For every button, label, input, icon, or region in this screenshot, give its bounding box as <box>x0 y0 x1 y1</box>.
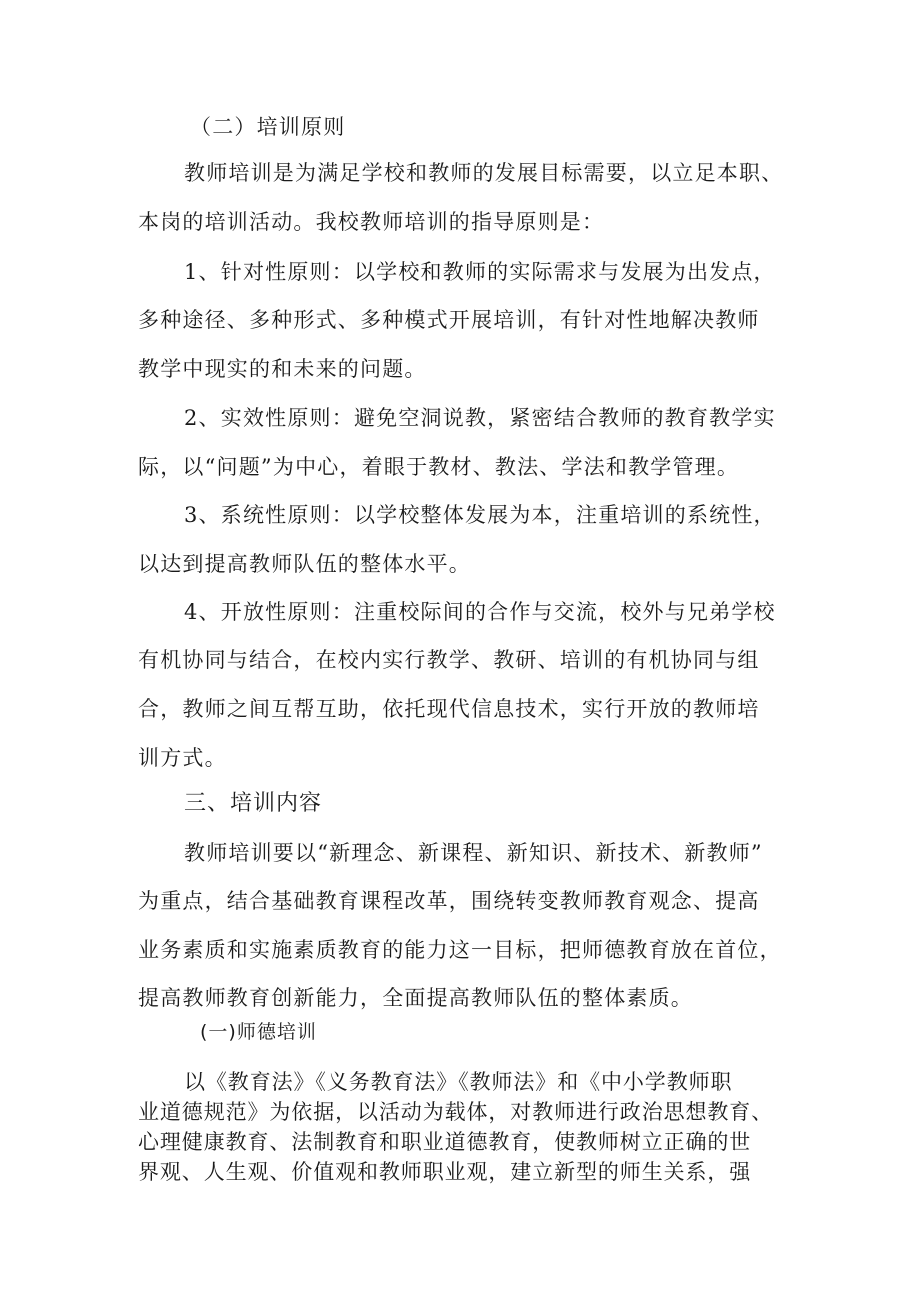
content-line-2: 为重点，结合基础教育课程改革，围绕转变教师教育观念、提高 <box>138 889 760 913</box>
principle-2-line-2: 际，以“问题”为中心，着眼于教材、教法、学法和教学管理。 <box>138 455 740 479</box>
ethics-line-1: 以《教育法》《义务教育法》《教师法》和《中小学教师职 <box>184 1070 733 1094</box>
section-3-heading: 三、培训内容 <box>184 791 323 816</box>
principle-1-line-1: 1、针对性原则：以学校和教师的实际需求与发展为出发点， <box>184 260 776 284</box>
content-line-1: 教师培训要以“新理念、新课程、新知识、新技术、新教师” <box>184 841 763 865</box>
principle-4-line-4: 训方式。 <box>138 746 227 770</box>
content-line-4: 提高教师教育创新能力，全面提高教师队伍的整体素质。 <box>138 986 693 1010</box>
principle-3-line-2: 以达到提高教师队伍的整体水平。 <box>138 552 471 576</box>
principle-1-line-3: 教学中现实的和未来的问题。 <box>138 357 427 381</box>
principle-4-line-2: 有机协同与结合，在校内实行教学、教研、培训的有机协同与组 <box>138 648 760 672</box>
ethics-line-3: 心理健康教育、法制教育和职业道德教育，使教师树立正确的世 <box>138 1130 752 1154</box>
ethics-line-2: 业道德规范》为依据，以活动为载体，对教师进行政治思想教育、 <box>138 1100 774 1124</box>
principle-3-line-1: 3、系统性原则：以学校整体发展为本，注重培训的系统性， <box>184 503 776 527</box>
ethics-line-4: 界观、人生观、价值观和教师职业观，建立新型的师生关系，强 <box>138 1160 752 1184</box>
principle-2-line-1: 2、实效性原则：避免空洞说教，紧密结合教师的教育教学实 <box>184 406 776 430</box>
intro-line-1: 教师培训是为满足学校和教师的发展目标需要，以立足本职、 <box>184 161 784 185</box>
principle-4-line-1: 4、开放性原则：注重校际间的合作与交流，校外与兄弟学校 <box>184 600 776 624</box>
intro-line-2: 本岗的培训活动。我校教师培训的指导原则是： <box>138 210 605 234</box>
principle-4-line-3: 合，教师之间互帮互助，依托现代信息技术，实行开放的教师培 <box>138 697 760 721</box>
subsection-1-heading: (一)师德培训 <box>200 1021 317 1043</box>
content-line-3: 业务素质和实施素质教育的能力这一目标，把师德教育放在首位， <box>138 938 782 962</box>
principle-1-line-2: 多种途径、多种形式、多种模式开展培训，有针对性地解决教师 <box>138 308 760 332</box>
section-2-heading: （二）培训原则 <box>190 115 346 139</box>
